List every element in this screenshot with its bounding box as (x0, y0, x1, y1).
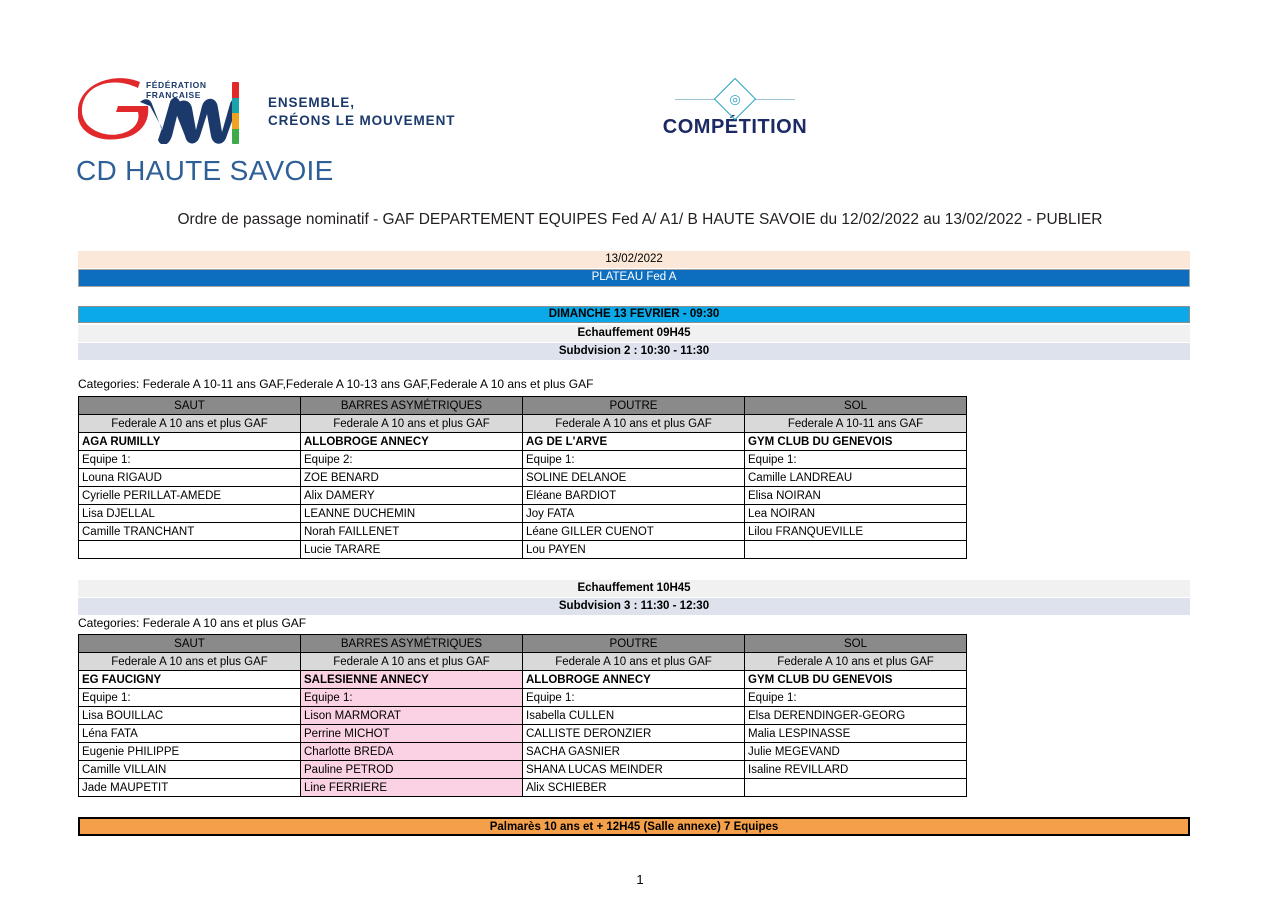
apparatus-header-row (79, 397, 967, 415)
gymnast-row (79, 523, 967, 541)
gymnast-name-cell: Léna FATA (79, 725, 301, 743)
gymnast-name-cell: Alix DAMERY (301, 487, 523, 505)
gymnast-name-cell: Lisa BOUILLAC (79, 707, 301, 725)
team-row (79, 689, 967, 707)
brand-colorbar-icon (232, 82, 239, 144)
gymnast-name-cell (745, 541, 967, 559)
apparatus-header-cell: POUTRE (523, 635, 745, 653)
gymnast-name-cell: Alix SCHIEBER (523, 779, 745, 797)
gymnast-name-cell (79, 541, 301, 559)
subcategory-cell: Federale A 10 ans et plus GAF (745, 653, 967, 671)
club-name-cell: ALLOBROGE ANNECY (301, 433, 523, 451)
subcategory-cell: Federale A 10 ans et plus GAF (523, 415, 745, 433)
gymnast-name-cell: Julie MEGEVAND (745, 743, 967, 761)
gymnast-name-cell: Lea NOIRAN (745, 505, 967, 523)
gymnast-name-cell: Lucie TARARE (301, 541, 523, 559)
gymnast-row (79, 743, 967, 761)
page-number: 1 (636, 872, 644, 887)
gymnast-row (79, 761, 967, 779)
team-label-cell: Equipe 1: (523, 689, 745, 707)
plateau-banner: PLATEAU Fed A (78, 269, 1190, 287)
team-row (79, 451, 967, 469)
apparatus-header-cell: SAUT (79, 397, 301, 415)
competition-logo (660, 82, 810, 144)
subcategory-cell: Federale A 10 ans et plus GAF (301, 415, 523, 433)
palmares-banner: Palmarès 10 ans et + 12H45 (Salle annexe) 7 Equipes (78, 817, 1190, 836)
gymnast-name-cell: Elisa NOIRAN (745, 487, 967, 505)
team-label-cell: Equipe 1: (301, 689, 523, 707)
gymnast-row (79, 725, 967, 743)
club-name-cell: EG FAUCIGNY (79, 671, 301, 689)
subcategory-cell: Federale A 10-11 ans GAF (745, 415, 967, 433)
club-name-cell: GYM CLUB DU GENEVOIS (745, 433, 967, 451)
gymnast-name-cell: Joy FATA (523, 505, 745, 523)
apparatus-header-cell: SAUT (79, 635, 301, 653)
club-row (79, 671, 967, 689)
page-title: Ordre de passage nominatif - GAF DEPARTEMENT EQUIPES Fed A/ A1/ B HAUTE SAVOIE du 12/02/2022 au 13/02/2022 - PUBLIER (177, 211, 1103, 228)
divider-line-left (675, 99, 715, 100)
gymnast-name-cell: Eugenie PHILIPPE (79, 743, 301, 761)
gymnast-name-cell: LEANNE DUCHEMIN (301, 505, 523, 523)
gymnast-name-cell: SACHA GASNIER (523, 743, 745, 761)
gymnast-name-cell: Elsa DERENDINGER-GEORG (745, 707, 967, 725)
team-label-cell: Equipe 1: (745, 689, 967, 707)
club-name-cell: AGA RUMILLY (79, 433, 301, 451)
date-banner: 13/02/2022 (78, 251, 1190, 268)
gymnast-name-cell: Lison MARMORAT (301, 707, 523, 725)
gymnast-name-cell: Perrine MICHOT (301, 725, 523, 743)
club-name-cell: AG DE L'ARVE (523, 433, 745, 451)
gymnast-row (79, 707, 967, 725)
gymnast-name-cell: Camille TRANCHANT (79, 523, 301, 541)
divider-line-right (755, 99, 795, 100)
apparatus-header-cell: SOL (745, 635, 967, 653)
team-label-cell: Equipe 1: (745, 451, 967, 469)
club-name-cell: GYM CLUB DU GENEVOIS (745, 671, 967, 689)
apparatus-header-cell: BARRES ASYMÉTRIQUES (301, 397, 523, 415)
gymnast-name-cell: Charlotte BREDA (301, 743, 523, 761)
competition-label: COMPÉTITION (662, 116, 808, 138)
gymnast-name-cell: Eléane BARDIOT (523, 487, 745, 505)
gymnast-name-cell: SHANA LUCAS MEINDER (523, 761, 745, 779)
gymnast-name-cell: Isaline REVILLARD (745, 761, 967, 779)
medal-diamond-icon: ◎ (714, 78, 756, 120)
gymnast-row (79, 469, 967, 487)
club-name-cell: ALLOBROGE ANNECY (523, 671, 745, 689)
club-name-cell: SALESIENNE ANNECY (301, 671, 523, 689)
gymnast-row (79, 779, 967, 797)
gymnast-name-cell: Cyrielle PERILLAT-AMEDE (79, 487, 301, 505)
gymnast-name-cell: CALLISTE DERONZIER (523, 725, 745, 743)
apparatus-header-row (79, 635, 967, 653)
apparatus-header-cell: BARRES ASYMÉTRIQUES (301, 635, 523, 653)
gymnast-name-cell: Line FERRIERE (301, 779, 523, 797)
tagline: ENSEMBLE, CRÉONS LE MOUVEMENT (268, 95, 456, 128)
subcategory-cell: Federale A 10 ans et plus GAF (79, 415, 301, 433)
subdivision-banner-2: Subdvision 3 : 11:30 - 12:30 (78, 598, 1190, 615)
gymnast-name-cell: Camille VILLAIN (79, 761, 301, 779)
apparatus-header-cell: POUTRE (523, 397, 745, 415)
team-label-cell: Equipe 1: (523, 451, 745, 469)
team-label-cell: Equipe 1: (79, 451, 301, 469)
apparatus-header-cell: SOL (745, 397, 967, 415)
gymnast-name-cell: Pauline PETROD (301, 761, 523, 779)
subcategory-header-row (79, 415, 967, 433)
gymnast-name-cell: Lisa DJELLAL (79, 505, 301, 523)
gymnast-name-cell: ZOE BENARD (301, 469, 523, 487)
committee-title: CD HAUTE SAVOIE (76, 155, 334, 186)
subcategory-cell: Federale A 10 ans et plus GAF (79, 653, 301, 671)
day-banner: DIMANCHE 13 FEVRIER - 09:30 (78, 306, 1190, 323)
competition-icon-row (660, 82, 810, 116)
warmup-banner-2: Echauffement 10H45 (78, 580, 1190, 597)
subcategory-header-row (79, 653, 967, 671)
gymnast-name-cell: Camille LANDREAU (745, 469, 967, 487)
rotation-table-1 (78, 396, 967, 559)
federation-label: FÉDÉRATION FRANÇAISE (146, 80, 207, 100)
gymnast-row (79, 505, 967, 523)
subcategory-cell: Federale A 10 ans et plus GAF (523, 653, 745, 671)
gymnast-name-cell: Lilou FRANQUEVILLE (745, 523, 967, 541)
gymnast-name-cell (745, 779, 967, 797)
club-row (79, 433, 967, 451)
gymnast-name-cell: Jade MAUPETIT (79, 779, 301, 797)
ffg-logo (78, 78, 458, 146)
subcategory-cell: Federale A 10 ans et plus GAF (301, 653, 523, 671)
gymnast-name-cell: Lou PAYEN (523, 541, 745, 559)
gymnast-row (79, 487, 967, 505)
categories-line-2: Categories: Federale A 10 ans et plus GAF (78, 616, 307, 630)
team-label-cell: Equipe 2: (301, 451, 523, 469)
gymnast-name-cell: Isabella CULLEN (523, 707, 745, 725)
gymnast-name-cell: Louna RIGAUD (79, 469, 301, 487)
team-label-cell: Equipe 1: (79, 689, 301, 707)
gymnast-name-cell: Norah FAILLENET (301, 523, 523, 541)
gymnast-row (79, 541, 967, 559)
categories-line-1: Categories: Federale A 10-11 ans GAF,Federale A 10-13 ans GAF,Federale A 10 ans et plus GAF (78, 377, 594, 391)
warmup-banner-1: Echauffement 09H45 (78, 325, 1190, 342)
gymnast-name-cell: Malia LESPINASSE (745, 725, 967, 743)
rotation-table-2 (78, 634, 967, 797)
gymnast-name-cell: SOLINE DELANOE (523, 469, 745, 487)
subdivision-banner-1: Subdvision 2 : 10:30 - 11:30 (78, 343, 1190, 360)
header-logo-area (0, 0, 1280, 200)
gymnast-name-cell: Léane GILLER CUENOT (523, 523, 745, 541)
